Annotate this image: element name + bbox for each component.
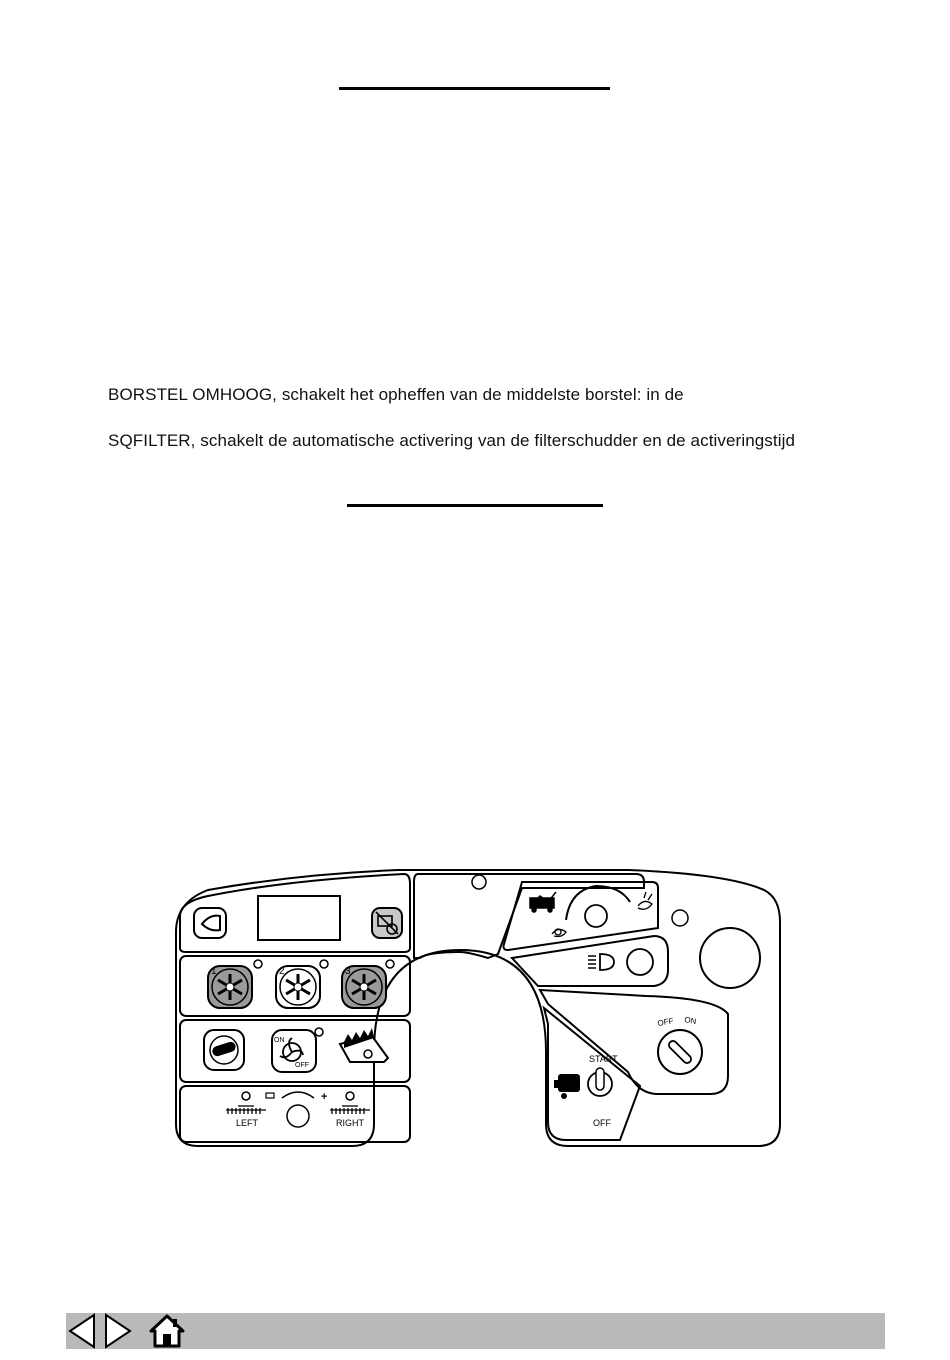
key-on-label: ON (683, 1015, 698, 1027)
horn-icon (202, 916, 220, 931)
speed-selector-knob[interactable] (585, 905, 607, 927)
display-window (258, 896, 340, 940)
horn-button[interactable] (194, 908, 226, 938)
ignition-gauge (700, 928, 760, 988)
fan-off-label: OFF (295, 1062, 309, 1069)
brush-1-led (254, 960, 262, 968)
headlight-icon (588, 954, 614, 970)
left-side-brush-icon (226, 1106, 266, 1114)
paragraph-sqfilter: SQFILTER, schakelt de automatische activering van de filterschudder en de activeringstijd (108, 431, 796, 450)
panel-outline (176, 870, 780, 1146)
fast-speed-icon (638, 892, 652, 909)
paragraph-borstel-omhoog: BORSTEL OMHOOG, schakelt het opheffen van de middelste borstel: in de (108, 385, 684, 404)
plus-indicator: + (321, 1091, 328, 1103)
light-wedge-field (512, 936, 668, 986)
side-brush-frame (180, 1086, 410, 1142)
engine-icon (554, 1074, 580, 1099)
key-off-label: OFF (656, 1016, 675, 1028)
brush-3-led (386, 960, 394, 968)
brush-2-number: 2 (279, 966, 285, 977)
minus-indicator (266, 1093, 274, 1098)
brush-2-led (320, 960, 328, 968)
brush-roller-icon (210, 1036, 238, 1064)
turtle-hare-speed-icon (530, 892, 556, 912)
control-panel-diagram (168, 862, 788, 1152)
center-top-led (472, 875, 486, 889)
fan-on-label: ON (274, 1037, 285, 1044)
right-top-led (672, 910, 688, 926)
key-slot-icon (667, 1039, 692, 1064)
slow-speed-icon (552, 929, 566, 937)
left-brush-led (242, 1092, 250, 1100)
start-toggle-switch[interactable] (588, 1068, 612, 1096)
right-label: RIGHT (336, 1118, 364, 1128)
left-label: LEFT (236, 1118, 259, 1128)
start-label: START (589, 1054, 618, 1064)
pressure-adjust-knob[interactable] (287, 1105, 309, 1127)
pressure-arc-icon (282, 1092, 314, 1098)
start-off-label: OFF (593, 1118, 611, 1128)
brush-1-number: 1 (211, 966, 217, 977)
next-page-icon[interactable] (102, 1313, 134, 1349)
fan-led (315, 1028, 323, 1036)
section-rule-middle (347, 504, 603, 507)
speed-scale-arc (566, 886, 630, 920)
right-brush-led (346, 1092, 354, 1100)
light-switch-knob[interactable] (627, 949, 653, 975)
key-switch[interactable] (658, 1030, 702, 1074)
footer-nav-bar (66, 1313, 885, 1349)
brush-3-number: 3 (345, 966, 351, 977)
home-icon[interactable] (148, 1313, 186, 1349)
right-side-brush-icon (330, 1106, 370, 1114)
section-rule-top (339, 87, 610, 90)
previous-page-icon[interactable] (66, 1313, 98, 1349)
